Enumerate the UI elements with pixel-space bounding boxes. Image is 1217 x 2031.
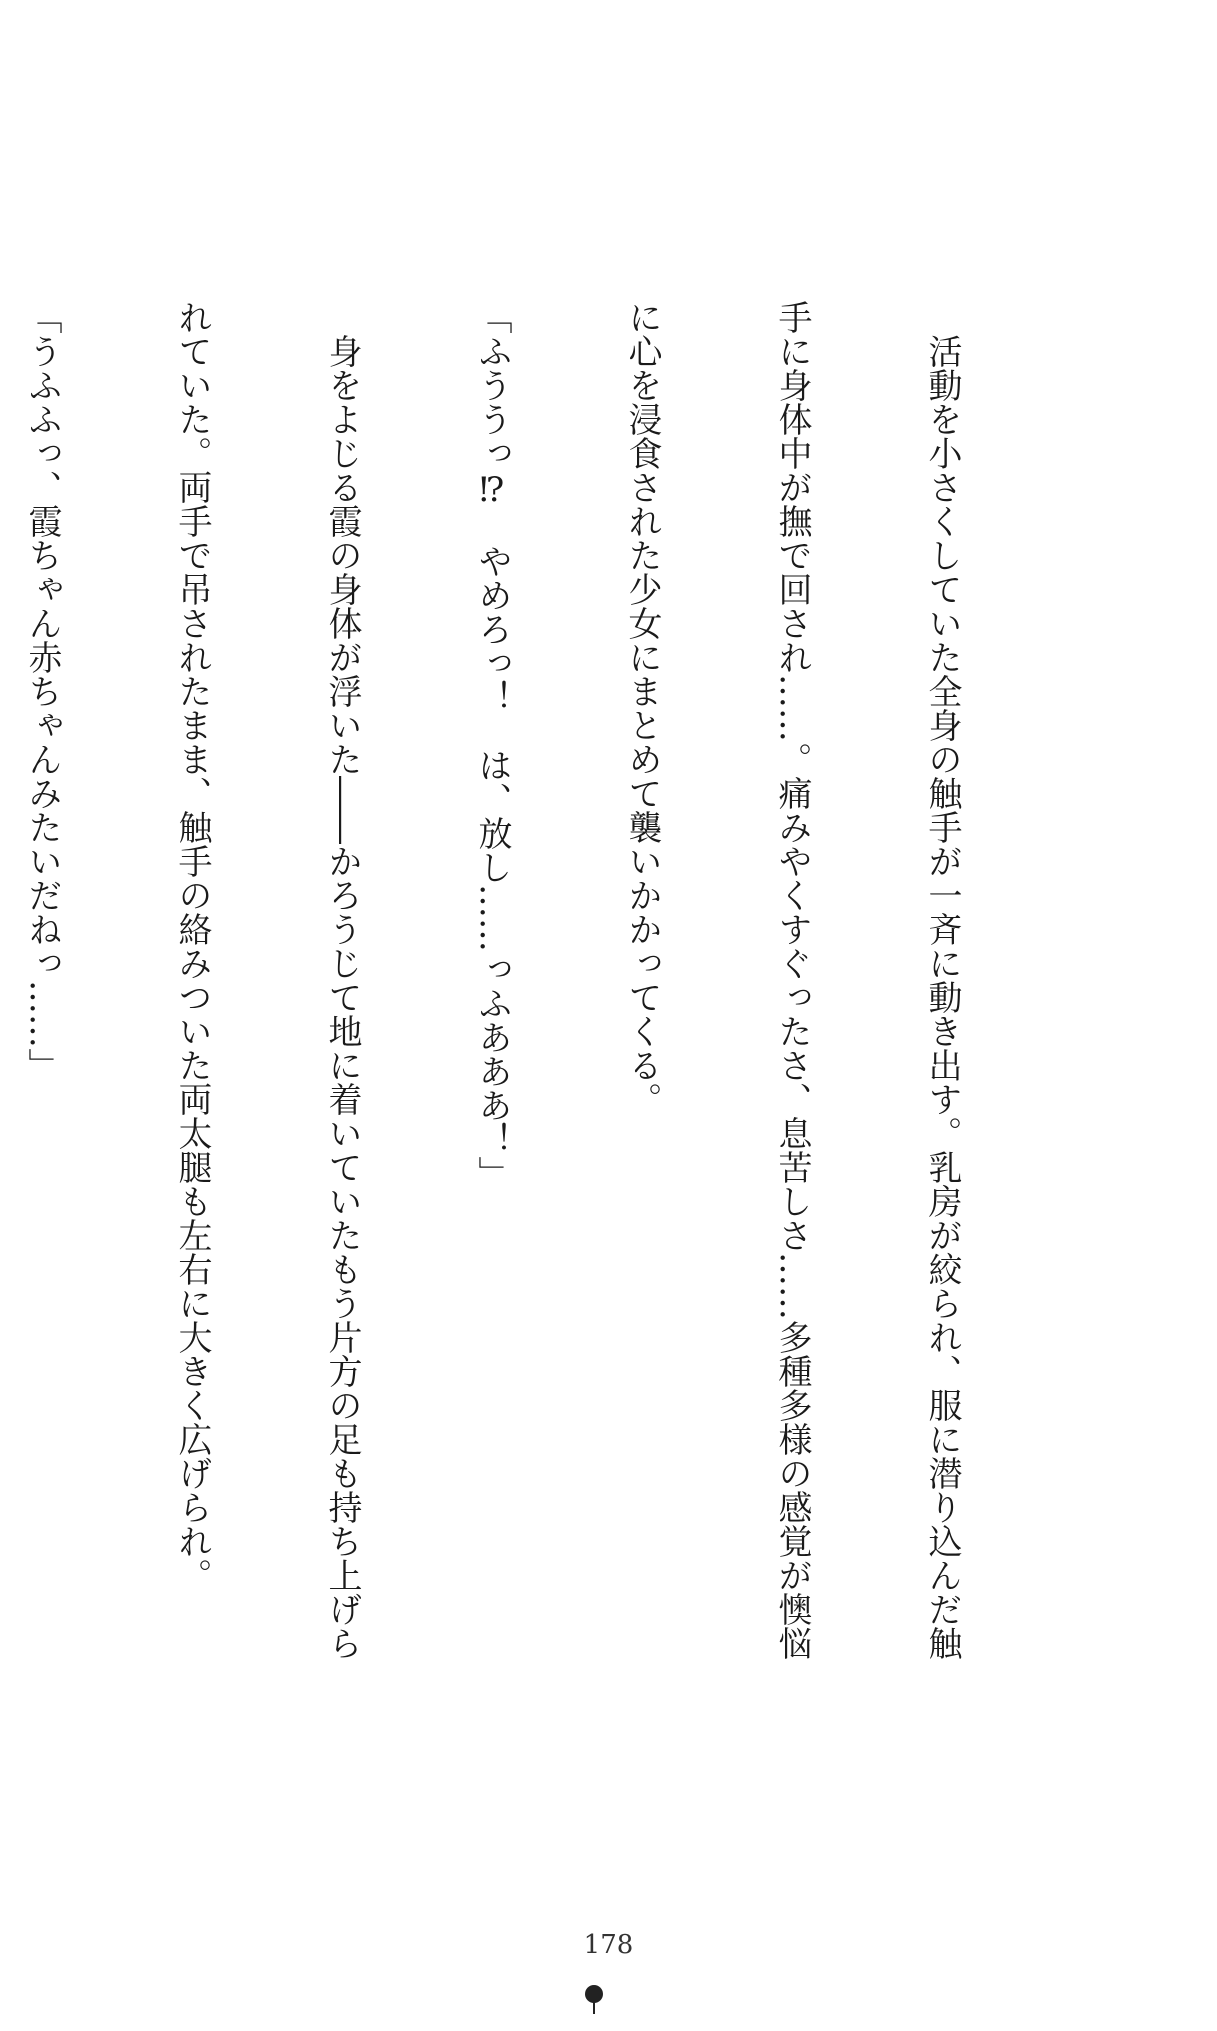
text-line-2: 手に身体中が撫で回され……。痛みやくすぐったさ、息苦しさ……多種多様の感覚が懊悩 [772, 300, 812, 1660]
text-line-5: 身をよじる霞の身体が浮いた――かろうじて地に着いていたもう片方の足も持ち上げら [322, 300, 362, 1660]
text-line-1: 活動を小さくしていた全身の触手が一斉に動き出す。乳房が絞られ、服に潜り込んだ触 [922, 300, 962, 1660]
text-line-3: に心を浸食された少女にまとめて襲いかかってくる。 [622, 300, 662, 1116]
page-number: 178 [583, 1930, 634, 1960]
text-line-7: 「うふふっ、霞ちゃん赤ちゃんみたいだねっ……」 [22, 300, 62, 1082]
page-marker-tail [593, 2000, 595, 2014]
text-line-6: れていた。両手で吊されたまま、触手の絡みついた両太腿も左右に大きく広げられ。 [172, 300, 212, 1592]
text-line-4: 「ふううっ⁉ やめろっ！ は、放し……っふあああ！」 [472, 300, 512, 1190]
vertical-text-body [22, 300, 1067, 1720]
